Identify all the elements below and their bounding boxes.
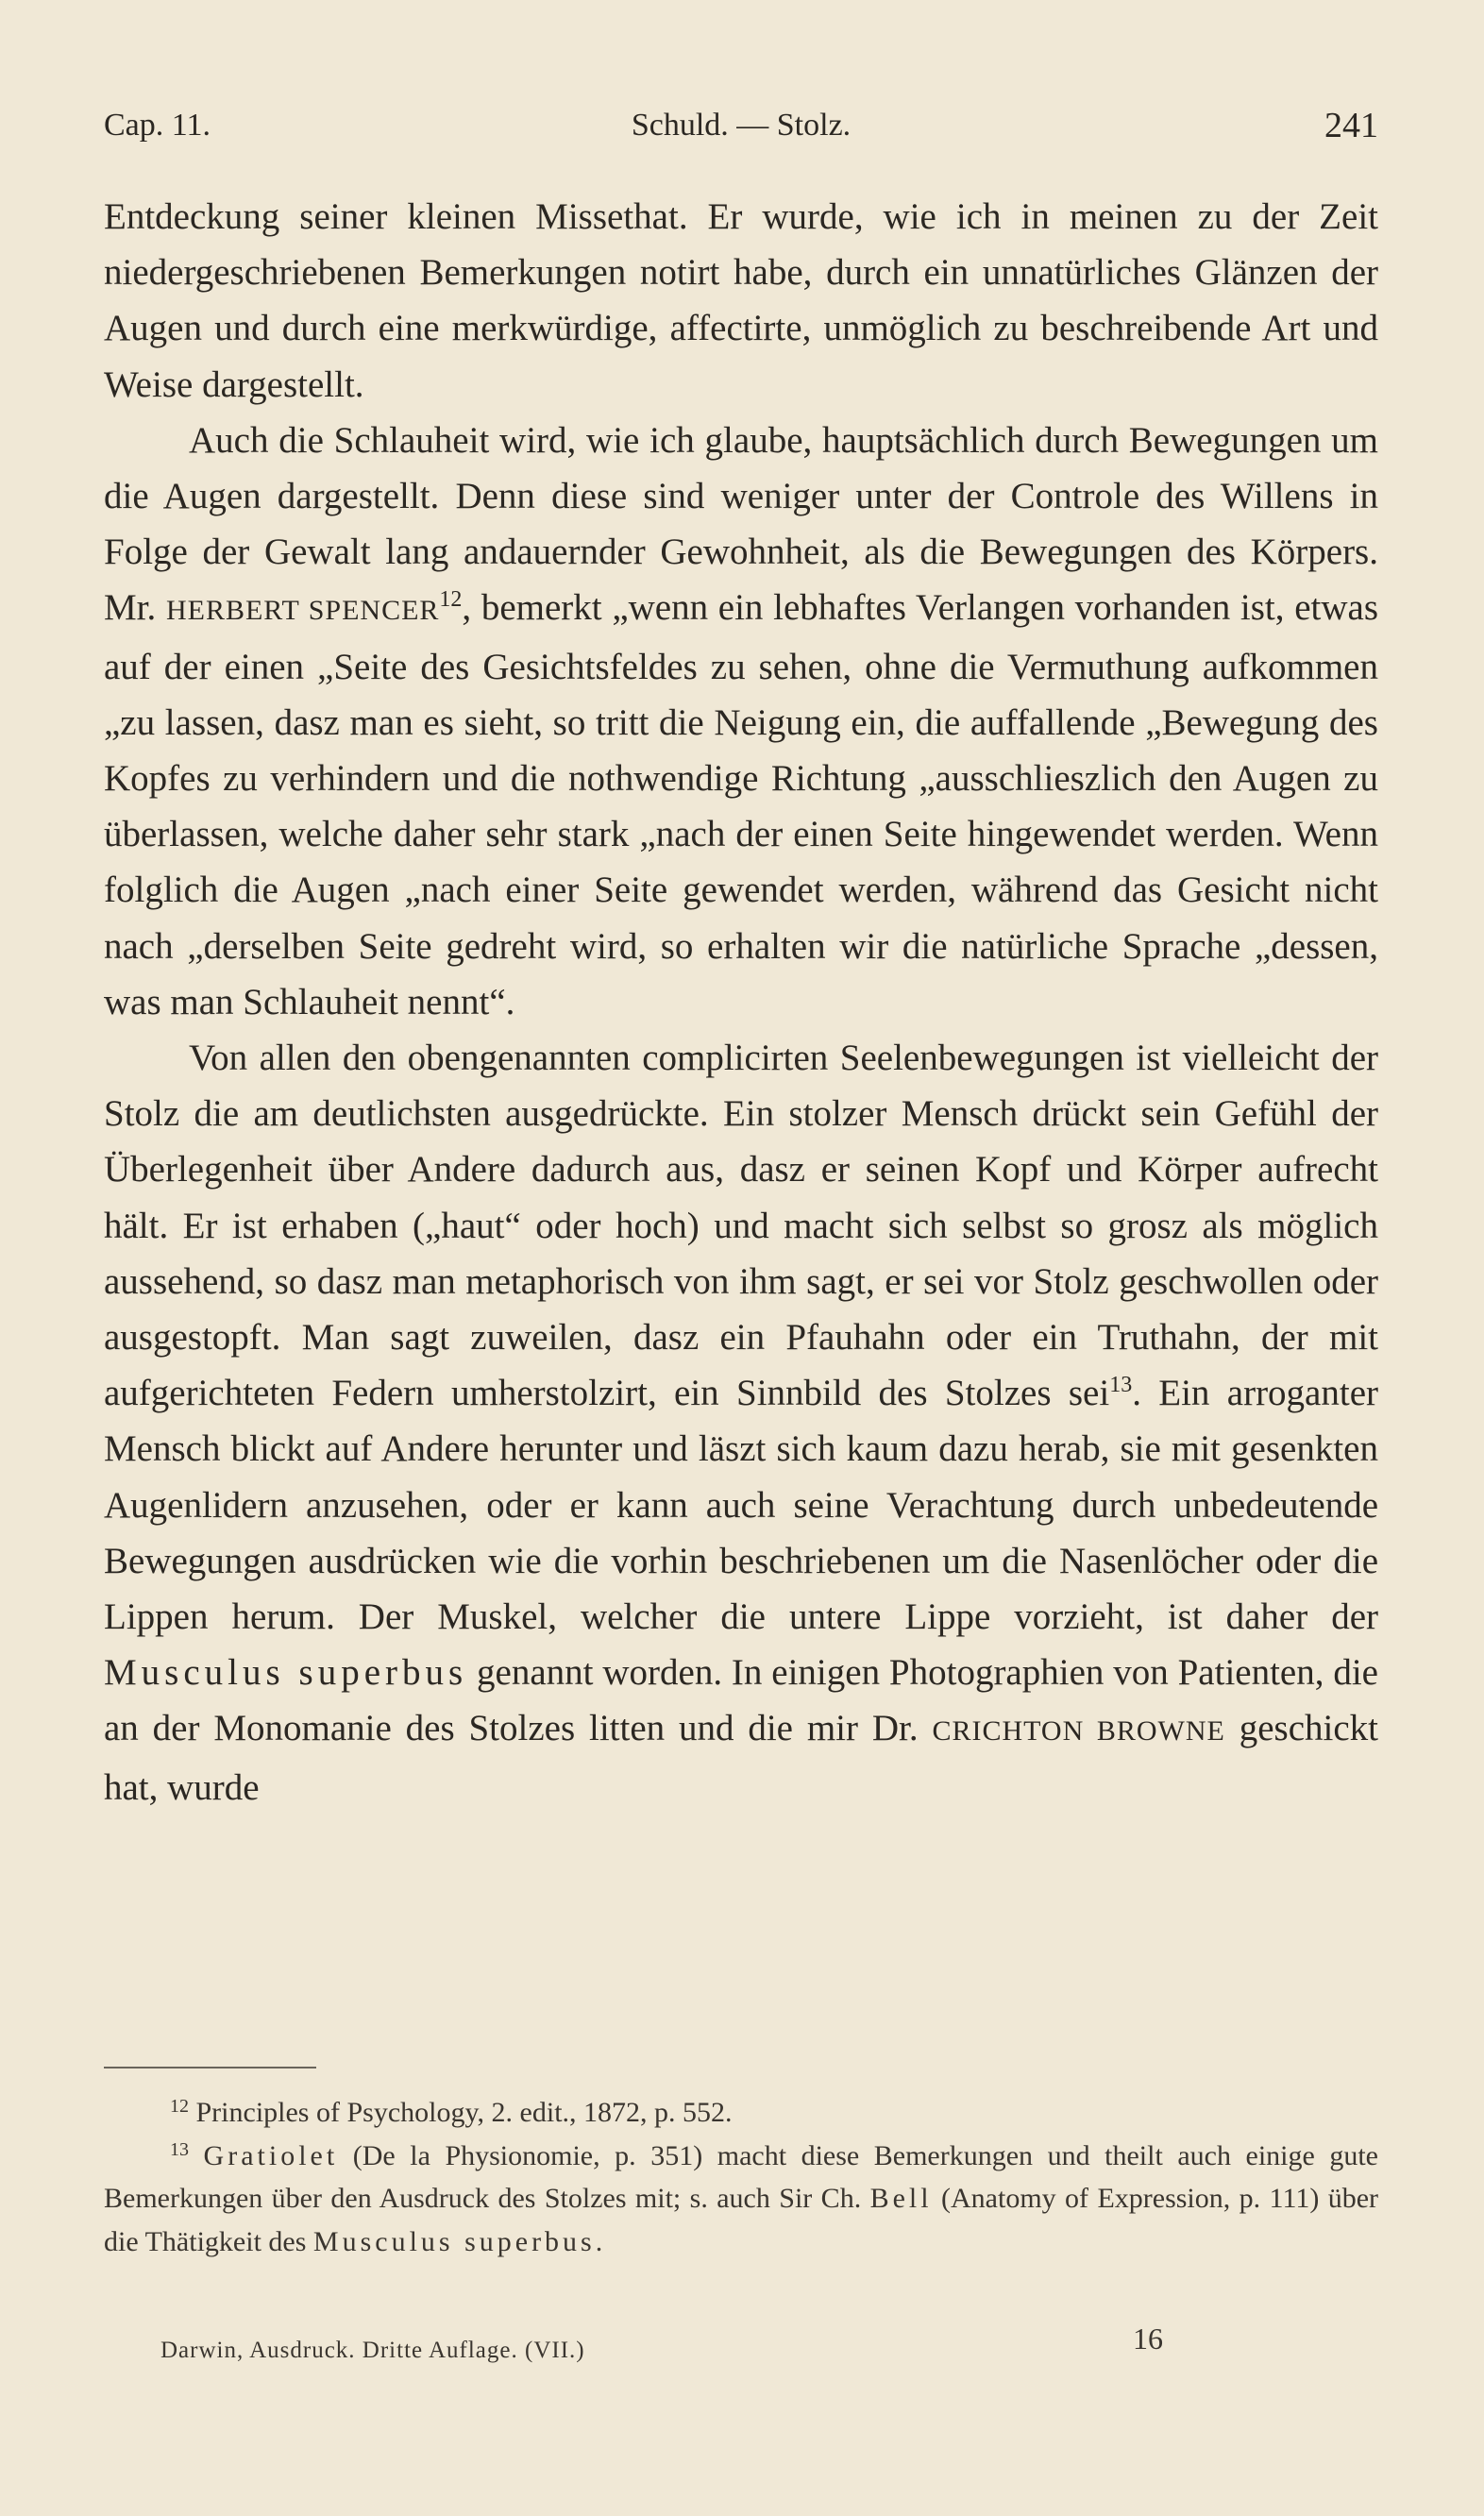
author-name: HERBERT SPENCER bbox=[165, 595, 440, 627]
footnote-13: $^{13}$ Gratiolet (De la Physionomie, p. 351) macht diese Bemerkungen und theilt auch einige gute Bemerkungen über den Ausdruck des Stolzes mit; s. auch Sir Ch. Bell (Anatomy of Expression, p. 111) über die Thätigkeit des Musculus superbus. bbox=[104, 2138, 1379, 2257]
paragraph-3: Von allen den obengenannten complicirten Seelenbewegungen ist vielleicht der Stolz die am deutlichsten ausgedrückte. Ein stolzer Mensch drückt sein Gefühl der Überlegenheit über Andere dadurch aus, dasz er seinen Kopf und Körper aufrecht hält. Er ist erhaben („haut“ oder hoch) und macht sich selbst so grosz als möglich aussehend, so dasz man metaphorisch von ihm sagt, er sei vor Stolz geschwollen oder ausgestopft. Man sagt zuweilen, dasz ein Pfauhahn oder ein Truthahn, der mit aufgerichteten Federn umherstolzirt, ein Sinnbild des Stolzes sei$^{13}$. Ein arroganter Mensch blickt auf Andere herunter und läszt sich kaum dazu herab, sie mit gesenkten Augenlidern anzusehen, oder er kann auch seine Verachtung durch unbedeutende Bewegungen ausdrücken wie die vorhin beschriebenen um die Nasenlöcher oder die Lippen herum. Der Muskel, welcher die untere Lippe vorzieht, ist daher der Musculus superbus genannt worden. In einigen Photographien von Patienten, die an der Monomanie des Stolzes litten und die mir Dr. CRICHTON BROWNE geschickt hat, wurde bbox=[104, 1038, 1379, 1808]
paragraph-2: Auch die Schlauheit wird, wie ich glaube, hauptsächlich durch Bewegungen um die Augen dargestellt. Denn diese sind weniger unter der Controle des Willens in Folge der Gewalt lang andauernder Gewohnheit, als die Bewegungen des Körpers. Mr. HERBERT SPENCER$^{12}$, bemerkt „wenn ein lebhaftes Verlangen vorhanden ist, etwas auf der einen „Seite des Gesichtsfeldes zu sehen, ohne die Vermuthung aufkommen „zu lassen, dasz man es sieht, so tritt die Neigung ein, die auffallende „Bewegung des Kopfes zu verhindern und die nothwendige Richtung „ausschlieszlich den Augen zu überlassen, welche daher sehr stark „nach der einen Seite hingewendet werden. Wenn folglich die Augen „nach einer Seite gewendet werden, während das Gesicht nicht nach „derselben Seite gedreht wird, so erhalten wir die natürliche Sprache „dessen, was man Schlauheit nennt“. bbox=[104, 419, 1379, 1022]
running-title: Schuld. — Stolz. bbox=[631, 108, 852, 143]
chapter-label: Cap. 11. bbox=[104, 108, 211, 143]
doctor-name: CRICHTON BROWNE bbox=[932, 1715, 1225, 1748]
paragraph-1: Entdeckung seiner kleinen Missethat. Er wurde, wie ich in meinen zu der Zeit niedergeschriebenen Bemerkungen notirt habe, durch ein unnatürliches Glänzen der Augen und durch eine merkwürdige, affectirte, unmöglich zu beschreibende Art und Weise dargestellt. bbox=[104, 196, 1378, 405]
body-text bbox=[104, 189, 1378, 1815]
sheet-number: 16 bbox=[1133, 2322, 1163, 2356]
footnote-ref-13: 13 bbox=[1109, 1373, 1133, 1398]
footnotes bbox=[104, 2091, 1378, 2263]
page-number: 241 bbox=[1324, 106, 1378, 145]
muscle-name: Musculus superbus bbox=[104, 1652, 468, 1694]
printer-signature: Darwin, Ausdruck. Dritte Auflage. (VII.) bbox=[160, 2338, 585, 2363]
footnote-divider bbox=[104, 2067, 316, 2069]
footnote-author: Gratiolet bbox=[203, 2139, 339, 2171]
footnote-ref-12: 12 bbox=[439, 587, 463, 613]
footnote-12: $^{12}$ Principles of Psychology, 2. edit., 1872, p. 552. bbox=[170, 2096, 733, 2128]
running-head bbox=[104, 102, 1378, 149]
